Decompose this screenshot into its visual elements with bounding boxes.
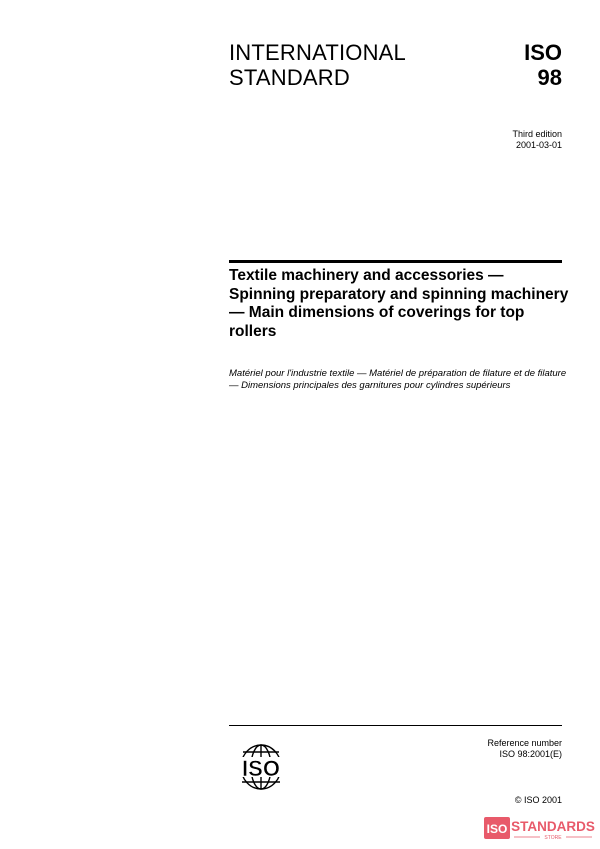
standard-number: 98 bbox=[537, 65, 562, 90]
document-title: Textile machinery and accessories — Spinning preparatory and spinning machinery — Main dimensions of coverings for top rollers bbox=[229, 267, 569, 340]
edition-label: Third edition bbox=[512, 129, 562, 139]
standard-org: ISO bbox=[524, 40, 562, 65]
reference-block bbox=[487, 738, 562, 760]
footer-divider bbox=[229, 725, 562, 726]
standard-designation bbox=[524, 40, 562, 90]
reference-label: Reference number bbox=[487, 738, 562, 748]
edition-info bbox=[512, 129, 562, 151]
document-type-line1: INTERNATIONAL bbox=[229, 40, 406, 65]
edition-date: 2001-03-01 bbox=[515, 140, 562, 150]
title-divider bbox=[229, 260, 562, 263]
document-type bbox=[229, 40, 406, 90]
iso-logo bbox=[229, 742, 293, 792]
standards-store-watermark bbox=[484, 814, 596, 844]
document-type-line2: STANDARD bbox=[229, 65, 350, 90]
iso-logo-text: ISO bbox=[242, 756, 280, 781]
copyright: © ISO 2001 bbox=[514, 795, 562, 805]
reference-number: ISO 98:2001(E) bbox=[499, 749, 562, 759]
watermark-subtext: STORE bbox=[544, 835, 562, 841]
watermark-badge-text: ISO bbox=[486, 822, 508, 836]
watermark-text: STANDARDS bbox=[511, 819, 595, 834]
document-title-french: Matériel pour l'industrie textile — Matériel de préparation de filature et de filature — Dimensions principales des garnitures pour cylindres supérieurs bbox=[229, 368, 567, 391]
